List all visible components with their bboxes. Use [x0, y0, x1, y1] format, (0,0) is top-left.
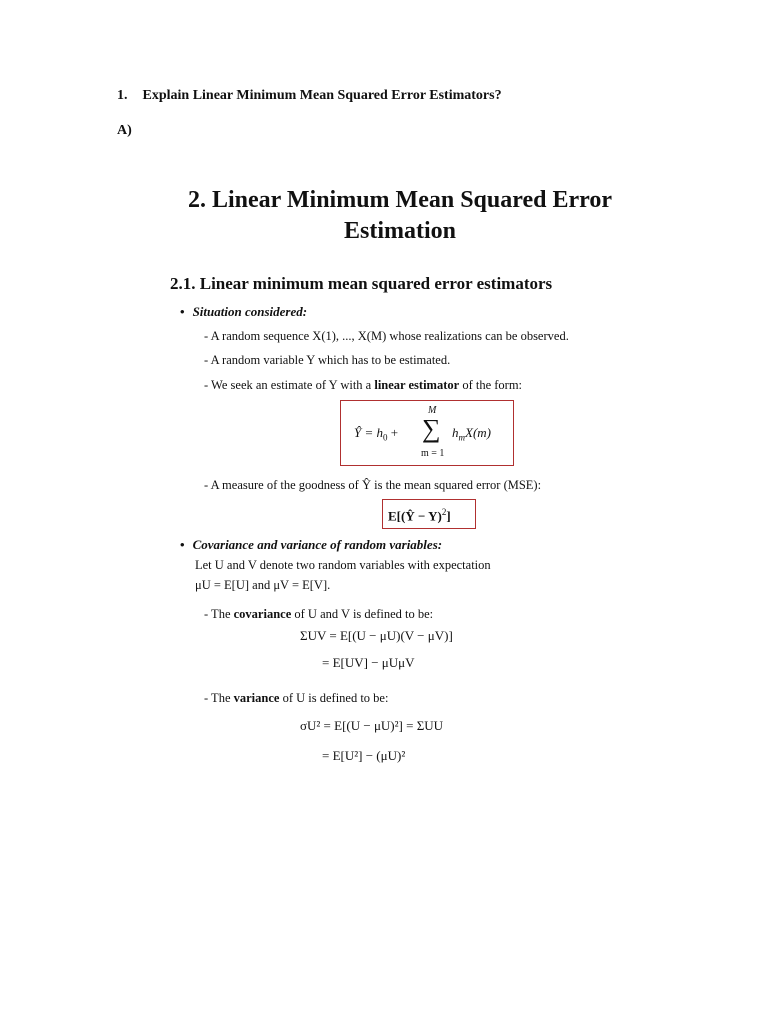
line8-pre: - The	[204, 691, 234, 705]
line-random-sequence: - A random sequence X(1), ..., X(M) whose realizations can be observed.	[204, 329, 569, 343]
line8-bold: variance	[233, 691, 280, 705]
bullet-covariance-label: Covariance and variance of random variables:	[192, 537, 443, 552]
question-text: Explain Linear Minimum Mean Squared Error Estimators?	[142, 88, 502, 103]
line-linear-estimator	[204, 378, 522, 393]
eq1-lower-limit: m = 1	[421, 448, 445, 459]
line-covariance-def	[204, 607, 433, 622]
eq1-term-x: X(m)	[465, 425, 491, 440]
line8-post: of U is defined to be:	[279, 691, 389, 705]
chapter-title	[170, 185, 630, 247]
eq1-term-h: h	[452, 425, 459, 440]
line3-bold: linear estimator	[374, 378, 460, 392]
estimator-lhs	[354, 425, 398, 443]
line-random-variable: - A random variable Y which has to be estimated.	[204, 353, 451, 367]
question-number: 1.	[117, 88, 128, 103]
mse-sup: 2	[441, 507, 447, 517]
question	[117, 88, 502, 104]
mse-expression	[388, 507, 451, 524]
line7-pre: - The	[204, 607, 234, 621]
line-expectations: μU = E[U] and μV = E[V].	[195, 578, 331, 592]
lecture-figure	[170, 185, 670, 785]
eq1-plus: +	[387, 425, 399, 440]
bullet-situation-label: Situation considered:	[192, 304, 308, 319]
mse-main: E[(Ŷ − Y)	[388, 508, 442, 524]
covariance-eq-1: ΣUV = E[(U − μU)(V − μV)]	[300, 628, 453, 643]
variance-eq-2: = E[U²] − (μU)²	[322, 748, 406, 763]
line-variance-def	[204, 691, 388, 706]
line3-post: of the form:	[459, 378, 523, 392]
variance-eq-1: σU² = E[(U − μU)²] = ΣUU	[300, 718, 444, 733]
line7-bold: covariance	[233, 607, 292, 621]
chapter-title-line2: Estimation	[343, 218, 456, 244]
eq1-term-sub: m	[458, 432, 465, 443]
eq1-lhs: Ŷ = h	[354, 425, 384, 440]
line-let-u-v: Let U and V denote two random variables with expectation	[195, 558, 491, 572]
eq1-upper-limit: M	[428, 405, 437, 416]
eq1-sub0: 0	[383, 432, 388, 443]
bullet-dot-2: •	[180, 537, 185, 552]
line3-pre: - We seek an estimate of Y with a	[204, 378, 375, 392]
covariance-eq-2: = E[UV] − μUμV	[322, 655, 415, 670]
eq1-term	[452, 425, 491, 443]
mse-close: ]	[446, 508, 451, 524]
summation-icon: ∑	[422, 414, 441, 443]
bullet-situation	[180, 304, 307, 320]
chapter-title-line1: 2. Linear Minimum Mean Squared Error	[187, 187, 612, 213]
line7-post: of U and V is defined to be:	[291, 607, 434, 621]
section-title: 2.1. Linear minimum mean squared error estimators	[170, 274, 553, 293]
bullet-dot: •	[180, 304, 185, 319]
answer-label: A)	[117, 123, 132, 138]
line-goodness: - A measure of the goodness of Ŷ is the mean squared error (MSE):	[204, 478, 542, 492]
bullet-covariance	[180, 537, 442, 553]
